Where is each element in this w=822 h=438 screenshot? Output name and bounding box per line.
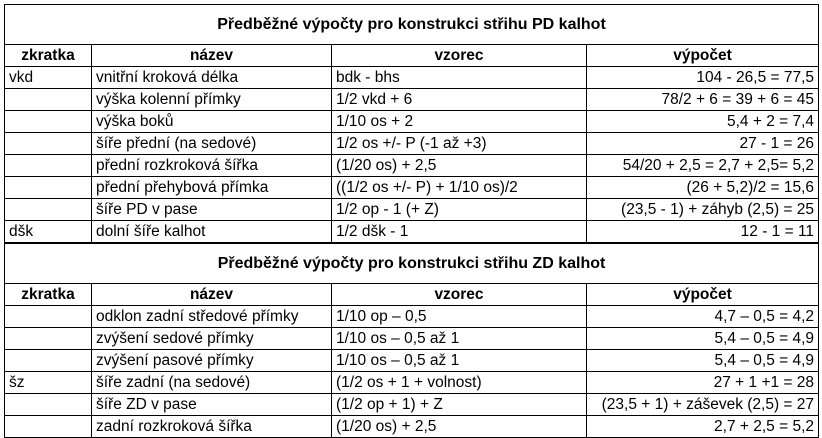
front-cell-abbr	[5, 133, 92, 155]
back-title-row	[5, 243, 819, 284]
back-header-name: název	[92, 284, 332, 306]
back-table-row	[5, 328, 819, 350]
calculation-sheet	[4, 4, 818, 438]
front-cell-calc: 12 - 1 = 11	[587, 221, 819, 244]
front-cell-calc: 27 - 1 = 26	[587, 133, 819, 155]
back-cell-abbr	[5, 416, 92, 438]
front-table-row	[5, 133, 819, 155]
front-header-calc: výpočet	[587, 45, 819, 67]
back-cell-abbr: šz	[5, 372, 92, 394]
front-cell-name: šíře přední (na sedové)	[92, 133, 332, 155]
front-cell-calc: 54/20 + 2,5 = 2,7 + 2,5= 5,2	[587, 155, 819, 177]
back-table-row	[5, 306, 819, 328]
front-table-row	[5, 67, 819, 89]
back-cell-formula: 1/10 os – 0,5 až 1	[332, 328, 587, 350]
front-cell-formula: ((1/2 os +/- P) + 1/10 os)/2	[332, 177, 587, 199]
front-cell-name: dolní šíře kalhot	[92, 221, 332, 244]
back-header-formula: vzorec	[332, 284, 587, 306]
front-header-row	[5, 45, 819, 67]
front-cell-abbr	[5, 177, 92, 199]
front-cell-abbr	[5, 155, 92, 177]
back-cell-abbr	[5, 306, 92, 328]
back-table-row	[5, 416, 819, 438]
back-table-row	[5, 394, 819, 416]
back-cell-name: zvýšení sedové přímky	[92, 328, 332, 350]
front-cell-name: výška boků	[92, 111, 332, 133]
front-table-row	[5, 111, 819, 133]
front-table-row	[5, 89, 819, 111]
back-header-calc: výpočet	[587, 284, 819, 306]
front-title-row	[5, 5, 819, 45]
front-cell-abbr: dšk	[5, 221, 92, 244]
front-cell-formula: (1/20 os) + 2,5	[332, 155, 587, 177]
front-cell-formula: 1/2 os +/- P (-1 až +3)	[332, 133, 587, 155]
front-cell-name: výška kolenní přímky	[92, 89, 332, 111]
back-cell-name: šíře ZD v pase	[92, 394, 332, 416]
back-section-title: Předběžné výpočty pro konstrukci střihu ZD kalhot	[5, 243, 819, 284]
front-cell-formula: 1/10 os + 2	[332, 111, 587, 133]
back-cell-formula: (1/20 os) + 2,5	[332, 416, 587, 438]
front-cell-calc: 78/2 + 6 = 39 + 6 = 45	[587, 89, 819, 111]
back-cell-calc: 4,7 – 0,5 = 4,2	[587, 306, 819, 328]
front-cell-formula: bdk - bhs	[332, 67, 587, 89]
back-cell-abbr	[5, 328, 92, 350]
back-cell-name: zadní rozkroková šířka	[92, 416, 332, 438]
front-cell-calc: 5,4 + 2 = 7,4	[587, 111, 819, 133]
front-table-row	[5, 199, 819, 221]
front-cell-abbr	[5, 111, 92, 133]
back-cell-abbr	[5, 350, 92, 372]
back-cell-calc: (23,5 + 1) + záševek (2,5) = 27	[587, 394, 819, 416]
back-cell-formula: (1/2 os + 1 + volnost)	[332, 372, 587, 394]
front-table-row	[5, 221, 819, 244]
back-cell-calc: 2,7 + 2,5 = 5,2	[587, 416, 819, 438]
front-cell-abbr: vkd	[5, 67, 92, 89]
back-cell-formula: 1/10 op – 0,5	[332, 306, 587, 328]
front-cell-calc: (26 + 5,2)/2 = 15,6	[587, 177, 819, 199]
front-section-title: Předběžné výpočty pro konstrukci střihu PD kalhot	[5, 5, 819, 45]
front-cell-calc: (23,5 - 1) + záhyb (2,5) = 25	[587, 199, 819, 221]
back-cell-name: šíře zadní (na sedové)	[92, 372, 332, 394]
front-cell-formula: 1/2 op - 1 (+ Z)	[332, 199, 587, 221]
front-cell-name: šíře PD v pase	[92, 199, 332, 221]
front-cell-abbr	[5, 89, 92, 111]
back-table-row	[5, 350, 819, 372]
front-header-abbr: zkratka	[5, 45, 92, 67]
back-cell-abbr	[5, 394, 92, 416]
front-cell-name: přední přehybová přímka	[92, 177, 332, 199]
front-cell-calc: 104 - 26,5 = 77,5	[587, 67, 819, 89]
back-cell-calc: 5,4 – 0,5 = 4,9	[587, 350, 819, 372]
back-cell-name: zvýšení pasové přímky	[92, 350, 332, 372]
front-table-row	[5, 155, 819, 177]
back-cell-calc: 5,4 – 0,5 = 4,9	[587, 328, 819, 350]
front-table-row	[5, 177, 819, 199]
front-header-name: název	[92, 45, 332, 67]
front-cell-abbr	[5, 199, 92, 221]
back-cell-calc: 27 + 1 +1 = 28	[587, 372, 819, 394]
back-cell-formula: 1/10 os – 0,5 až 1	[332, 350, 587, 372]
front-cell-name: přední rozkroková šířka	[92, 155, 332, 177]
front-cell-formula: 1/2 dšk - 1	[332, 221, 587, 244]
front-cell-name: vnitřní kroková délka	[92, 67, 332, 89]
back-table-row	[5, 372, 819, 394]
back-header-abbr: zkratka	[5, 284, 92, 306]
front-cell-formula: 1/2 vkd + 6	[332, 89, 587, 111]
calculation-table	[4, 4, 819, 438]
back-header-row	[5, 284, 819, 306]
back-cell-name: odklon zadní středové přímky	[92, 306, 332, 328]
front-header-formula: vzorec	[332, 45, 587, 67]
back-cell-formula: (1/2 op + 1) + Z	[332, 394, 587, 416]
